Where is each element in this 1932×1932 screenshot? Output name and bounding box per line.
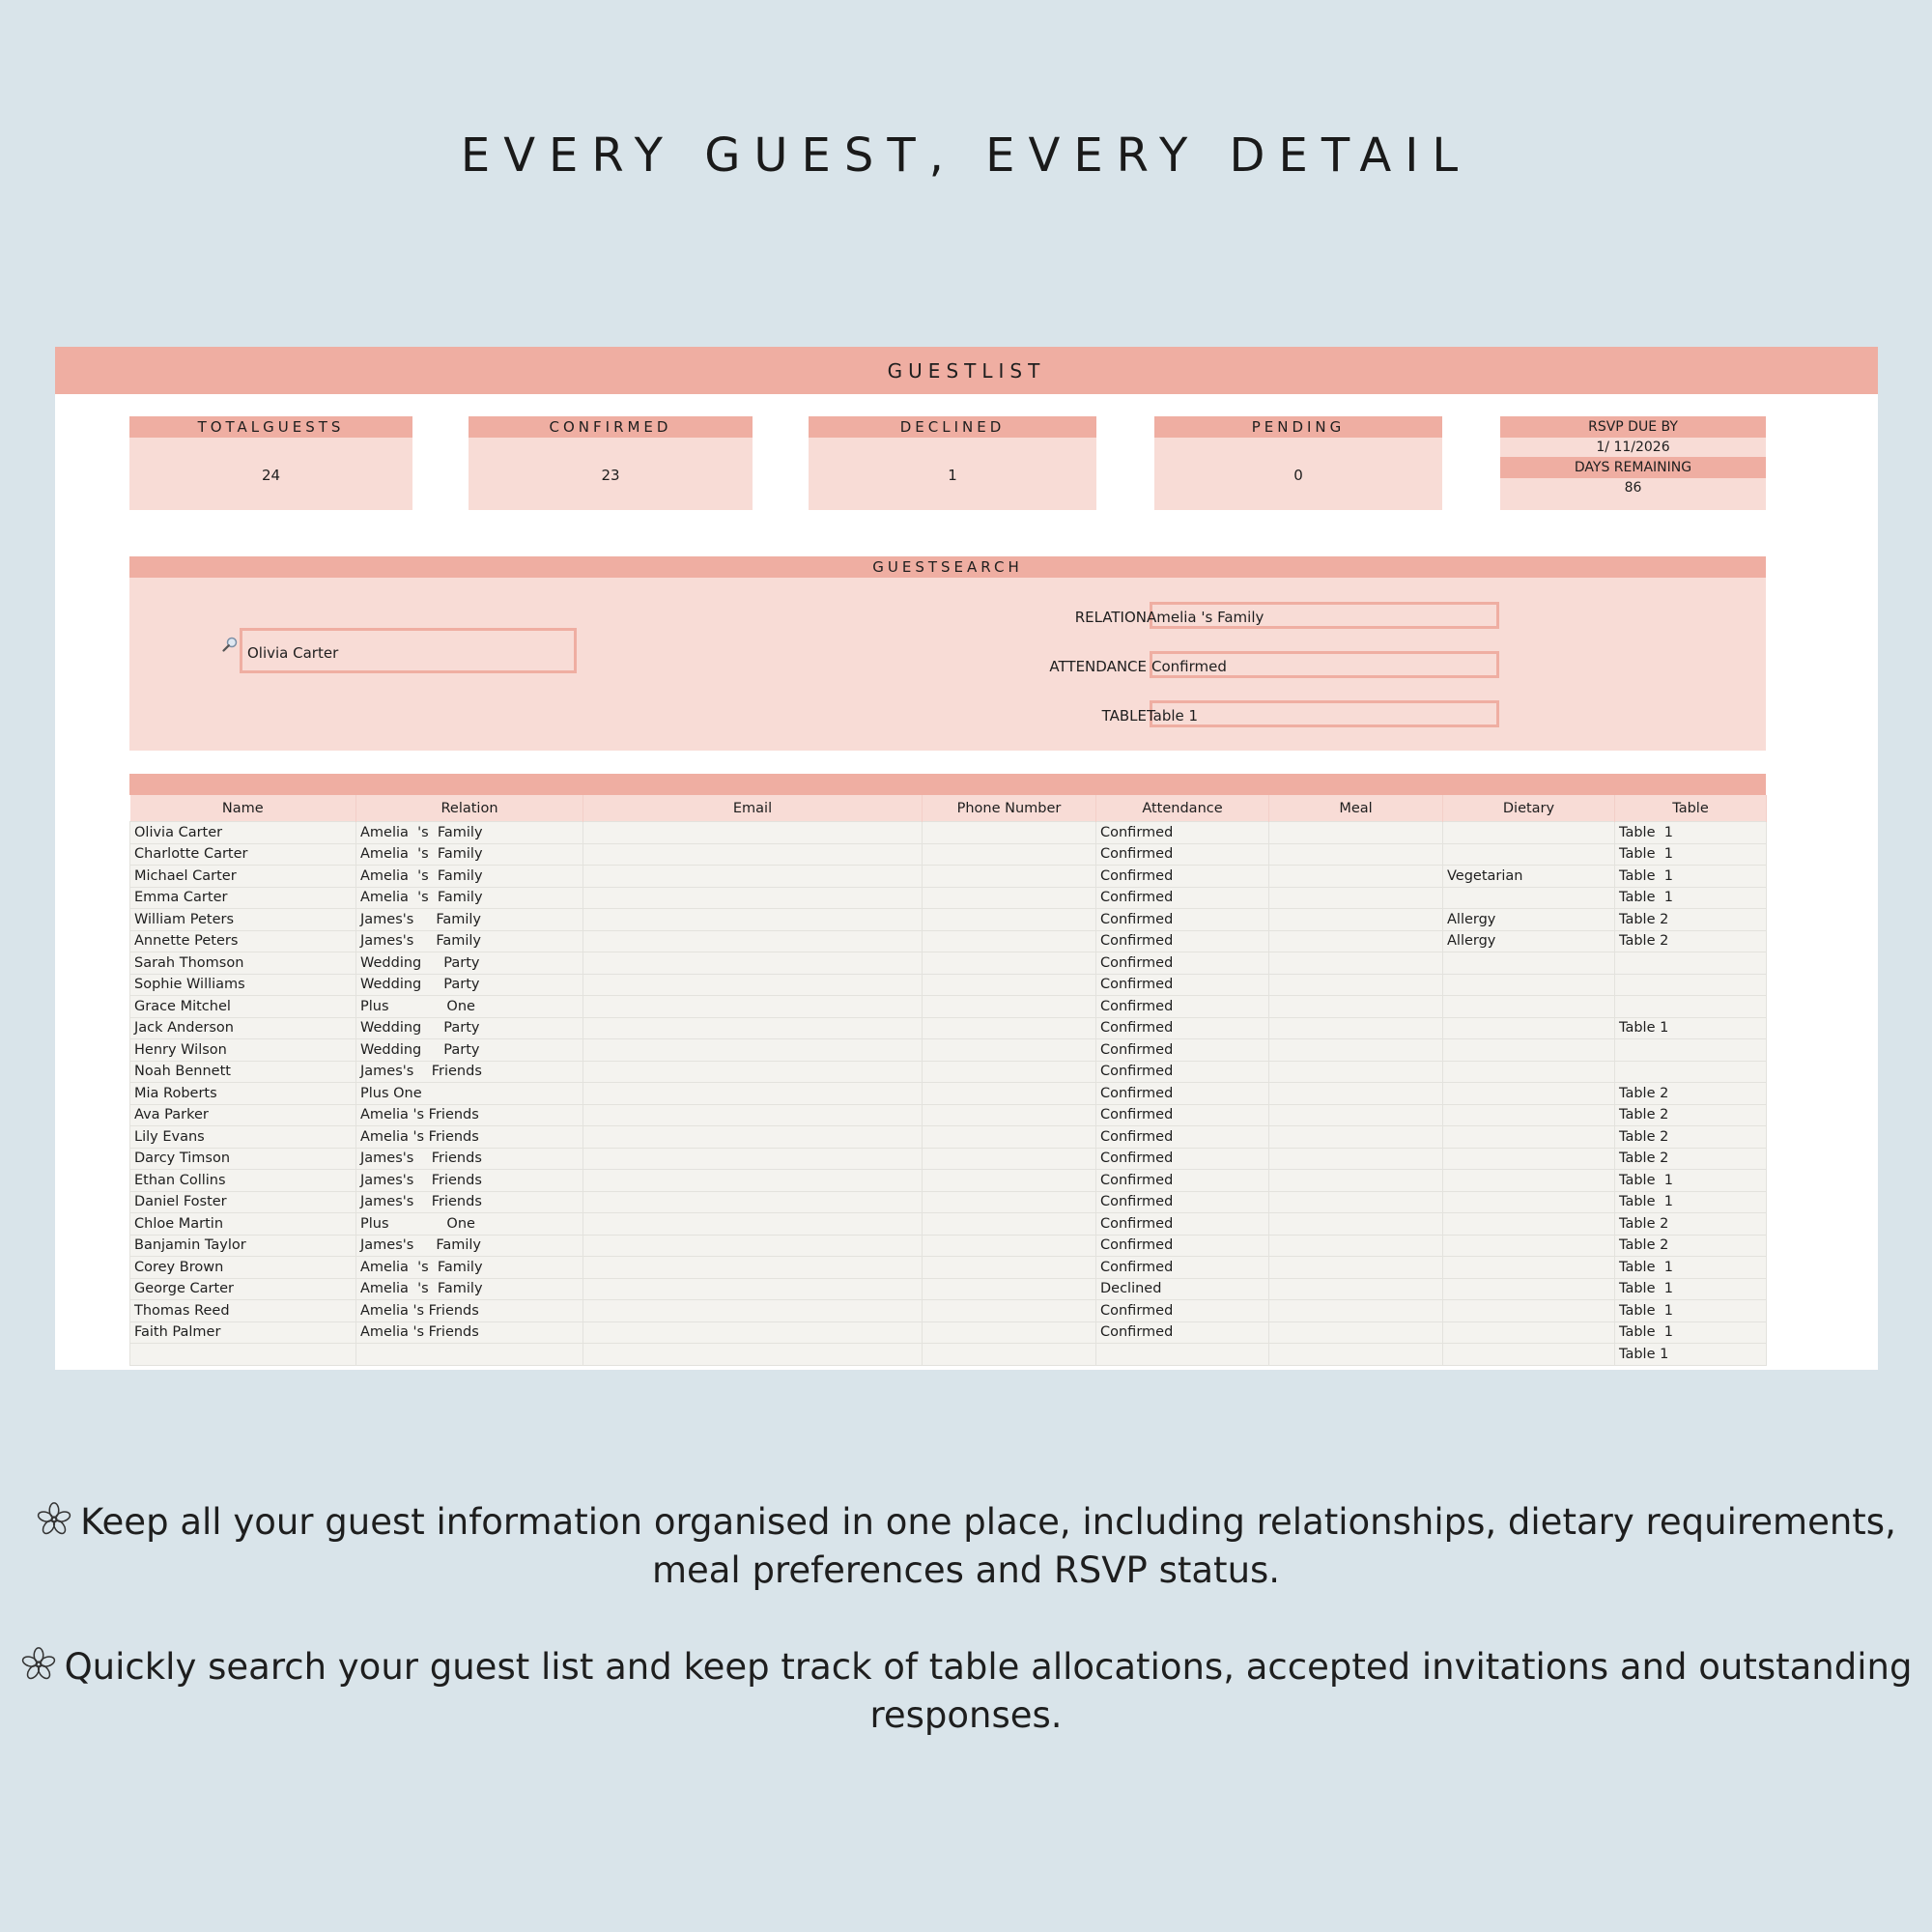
dietary-cell[interactable]	[1443, 1321, 1615, 1344]
phone-cell[interactable]	[923, 1148, 1096, 1170]
attendance-cell[interactable]: Confirmed	[1096, 930, 1269, 952]
footer-text: Keep all your guest information organised in one place, including relationships, dietary requirements, meal preferences and RSVP status.	[80, 1501, 1896, 1591]
email-cell[interactable]	[583, 930, 923, 952]
name-cell[interactable]: Daniel Foster	[130, 1191, 356, 1213]
meal-cell[interactable]	[1269, 1213, 1443, 1236]
table-row	[130, 1191, 1767, 1213]
attendance-cell[interactable]: Confirmed	[1096, 1300, 1269, 1322]
relation-cell[interactable]: Amelia 's Family	[356, 843, 583, 866]
email-cell[interactable]	[583, 909, 923, 931]
table-row	[130, 1321, 1767, 1344]
email-cell[interactable]	[583, 1039, 923, 1062]
phone-cell[interactable]	[923, 996, 1096, 1018]
relation-cell[interactable]: James's Friends	[356, 1148, 583, 1170]
table-cell[interactable]: Table 1	[1615, 1170, 1767, 1192]
dietary-cell[interactable]	[1443, 974, 1615, 996]
page-headline: EVERY GUEST, EVERY DETAIL	[460, 128, 1472, 183]
dietary-cell[interactable]	[1443, 1170, 1615, 1192]
name-cell[interactable]	[130, 1344, 356, 1366]
attendance-cell[interactable]: Confirmed	[1096, 974, 1269, 996]
email-cell[interactable]	[583, 1257, 923, 1279]
dietary-cell[interactable]	[1443, 1017, 1615, 1039]
card-rsvp	[1500, 416, 1766, 510]
table-cell[interactable]: Table 1	[1615, 1321, 1767, 1344]
name-cell[interactable]: Sophie Williams	[130, 974, 356, 996]
meal-cell[interactable]	[1269, 1191, 1443, 1213]
dietary-cell[interactable]	[1443, 822, 1615, 844]
relation-cell[interactable]: James's Friends	[356, 1170, 583, 1192]
relation-cell[interactable]: Plus One	[356, 1213, 583, 1236]
phone-cell[interactable]	[923, 843, 1096, 866]
table-cell[interactable]: Table 1	[1615, 1300, 1767, 1322]
card-confirmed	[469, 416, 753, 510]
table-cell[interactable]: Table 2	[1615, 1083, 1767, 1105]
table-cell[interactable]: Table 1	[1615, 1191, 1767, 1213]
phone-cell[interactable]	[923, 1191, 1096, 1213]
relation-cell[interactable]: Amelia 's Family	[356, 887, 583, 909]
email-cell[interactable]	[583, 1300, 923, 1322]
meal-cell[interactable]	[1269, 822, 1443, 844]
table-label: TABLE	[1101, 707, 1147, 724]
attendance-cell[interactable]	[1096, 1344, 1269, 1366]
search-title: GUESTSEARCH	[129, 556, 1766, 578]
phone-cell[interactable]	[923, 1321, 1096, 1344]
table-row	[130, 909, 1767, 931]
table-cell[interactable]: Table 2	[1615, 1235, 1767, 1257]
guest-search-panel	[129, 556, 1766, 751]
meal-cell[interactable]	[1269, 1148, 1443, 1170]
guestlist-sheet	[55, 347, 1878, 1370]
attendance-label: ATTENDANCE	[1049, 658, 1147, 675]
relation-cell[interactable]: Amelia 's Friends	[356, 1104, 583, 1126]
table-header-bar	[129, 774, 1766, 795]
attendance-value: Confirmed	[1151, 658, 1227, 675]
table-row	[130, 974, 1767, 996]
dietary-cell[interactable]	[1443, 1126, 1615, 1149]
table-row	[130, 1039, 1767, 1062]
dietary-cell[interactable]	[1443, 952, 1615, 975]
email-cell[interactable]	[583, 866, 923, 888]
card-value: 23	[601, 467, 620, 484]
name-cell[interactable]: Annette Peters	[130, 930, 356, 952]
dietary-cell[interactable]	[1443, 1344, 1615, 1366]
dietary-cell[interactable]	[1443, 1300, 1615, 1322]
relation-cell[interactable]: Wedding Party	[356, 952, 583, 975]
table-header-row	[130, 795, 1767, 822]
table-row	[130, 1300, 1767, 1322]
dietary-cell[interactable]: Allergy	[1443, 909, 1615, 931]
email-cell[interactable]	[583, 974, 923, 996]
column-header[interactable]: Table	[1615, 795, 1767, 822]
attendance-cell[interactable]: Confirmed	[1096, 887, 1269, 909]
table-cell[interactable]: Table 2	[1615, 1213, 1767, 1236]
attendance-cell[interactable]: Confirmed	[1096, 1257, 1269, 1279]
relation-cell[interactable]: James's Family	[356, 909, 583, 931]
dietary-cell[interactable]	[1443, 843, 1615, 866]
dietary-cell[interactable]	[1443, 1191, 1615, 1213]
phone-cell[interactable]	[923, 1061, 1096, 1083]
table-cell[interactable]: Table 1	[1615, 1278, 1767, 1300]
card-value: 0	[1293, 467, 1303, 484]
phone-cell[interactable]	[923, 952, 1096, 975]
relation-label: RELATION	[1074, 609, 1147, 626]
attendance-cell[interactable]: Confirmed	[1096, 952, 1269, 975]
table-cell[interactable]: Table 2	[1615, 909, 1767, 931]
dietary-cell[interactable]	[1443, 1257, 1615, 1279]
dietary-cell[interactable]: Vegetarian	[1443, 866, 1615, 888]
table-row	[130, 1083, 1767, 1105]
name-cell[interactable]: Henry Wilson	[130, 1039, 356, 1062]
table-cell[interactable]	[1615, 1061, 1767, 1083]
name-cell[interactable]: Charlotte Carter	[130, 843, 356, 866]
guest-table-wrap	[129, 774, 1766, 1366]
footer-text: Quickly search your guest list and keep track of table allocations, accepted invitations and outstanding responses.	[64, 1646, 1913, 1736]
email-cell[interactable]	[583, 1170, 923, 1192]
meal-cell[interactable]	[1269, 1170, 1443, 1192]
email-cell[interactable]	[583, 1126, 923, 1149]
dietary-cell[interactable]: Allergy	[1443, 930, 1615, 952]
phone-cell[interactable]	[923, 1257, 1096, 1279]
column-header[interactable]: Name	[130, 795, 356, 822]
name-cell[interactable]: Darcy Timson	[130, 1148, 356, 1170]
phone-cell[interactable]	[923, 1083, 1096, 1105]
column-header[interactable]: Email	[583, 795, 923, 822]
table-cell[interactable]: Table 2	[1615, 930, 1767, 952]
email-cell[interactable]	[583, 1061, 923, 1083]
attendance-cell[interactable]: Confirmed	[1096, 866, 1269, 888]
email-cell[interactable]	[583, 1191, 923, 1213]
meal-cell[interactable]	[1269, 887, 1443, 909]
table-row	[130, 1104, 1767, 1126]
rsvp-label: RSVP DUE BY	[1500, 416, 1766, 438]
dietary-cell[interactable]	[1443, 1083, 1615, 1105]
email-cell[interactable]	[583, 1235, 923, 1257]
column-header[interactable]: Meal	[1269, 795, 1443, 822]
card-label: TOTALGUESTS	[129, 416, 412, 438]
attendance-cell[interactable]: Confirmed	[1096, 1170, 1269, 1192]
phone-cell[interactable]	[923, 1300, 1096, 1322]
table-row	[130, 1257, 1767, 1279]
attendance-cell[interactable]: Confirmed	[1096, 822, 1269, 844]
relation-cell[interactable]: James's Family	[356, 930, 583, 952]
phone-cell[interactable]	[923, 1039, 1096, 1062]
card-label: DECLINED	[809, 416, 1096, 438]
guest-table	[129, 795, 1767, 1366]
dietary-cell[interactable]	[1443, 1235, 1615, 1257]
meal-cell[interactable]	[1269, 1321, 1443, 1344]
relation-cell[interactable]: Amelia 's Family	[356, 866, 583, 888]
attendance-cell[interactable]: Declined	[1096, 1278, 1269, 1300]
relation-cell[interactable]: Amelia 's Family	[356, 1257, 583, 1279]
meal-cell[interactable]	[1269, 909, 1443, 931]
phone-cell[interactable]	[923, 909, 1096, 931]
name-cell[interactable]: Faith Palmer	[130, 1321, 356, 1344]
relation-cell[interactable]: James's Friends	[356, 1191, 583, 1213]
name-cell[interactable]: Olivia Carter	[130, 822, 356, 844]
card-label: PENDING	[1154, 416, 1442, 438]
phone-cell[interactable]	[923, 1344, 1096, 1366]
dietary-cell[interactable]	[1443, 887, 1615, 909]
name-cell[interactable]: Michael Carter	[130, 866, 356, 888]
table-cell[interactable]: Table 1	[1615, 1257, 1767, 1279]
meal-cell[interactable]	[1269, 996, 1443, 1018]
relation-cell[interactable]: Amelia 's Friends	[356, 1300, 583, 1322]
table-row	[130, 1170, 1767, 1192]
card-declined	[809, 416, 1096, 510]
relation-cell[interactable]: Amelia 's Friends	[356, 1321, 583, 1344]
card-value: 1	[948, 467, 957, 484]
attendance-cell[interactable]: Confirmed	[1096, 1191, 1269, 1213]
attendance-cell[interactable]: Confirmed	[1096, 996, 1269, 1018]
attendance-cell[interactable]: Confirmed	[1096, 1126, 1269, 1149]
dietary-cell[interactable]	[1443, 1213, 1615, 1236]
magnifier-icon	[222, 637, 238, 652]
email-cell[interactable]	[583, 1083, 923, 1105]
relation-cell[interactable]: Wedding Party	[356, 1017, 583, 1039]
card-value: 24	[261, 467, 281, 484]
footer-line-2	[0, 1643, 1932, 1740]
search-input[interactable]: Olivia Carter	[240, 628, 577, 673]
table-row	[130, 866, 1767, 888]
phone-cell[interactable]	[923, 1235, 1096, 1257]
table-row	[130, 930, 1767, 952]
attendance-cell[interactable]: Confirmed	[1096, 909, 1269, 931]
attendance-cell[interactable]: Confirmed	[1096, 1235, 1269, 1257]
sheet-title: GUESTLIST	[55, 347, 1878, 394]
name-cell[interactable]: Banjamin Taylor	[130, 1235, 356, 1257]
table-row	[130, 996, 1767, 1018]
name-cell[interactable]: Jack Anderson	[130, 1017, 356, 1039]
relation-cell[interactable]: Wedding Party	[356, 1039, 583, 1062]
email-cell[interactable]	[583, 1017, 923, 1039]
email-cell[interactable]	[583, 996, 923, 1018]
name-cell[interactable]: Ethan Collins	[130, 1170, 356, 1192]
meal-cell[interactable]	[1269, 866, 1443, 888]
email-cell[interactable]	[583, 952, 923, 975]
email-cell[interactable]	[583, 822, 923, 844]
relation-cell[interactable]: James's Family	[356, 1235, 583, 1257]
meal-cell[interactable]	[1269, 1235, 1443, 1257]
relation-cell[interactable]: Amelia 's Family	[356, 1278, 583, 1300]
table-cell[interactable]: Table 1	[1615, 887, 1767, 909]
phone-cell[interactable]	[923, 1104, 1096, 1126]
relation-cell[interactable]: Amelia 's Friends	[356, 1126, 583, 1149]
meal-cell[interactable]	[1269, 1344, 1443, 1366]
email-cell[interactable]	[583, 1104, 923, 1126]
name-cell[interactable]: Emma Carter	[130, 887, 356, 909]
relation-value: Amelia 's Family	[1147, 609, 1264, 626]
footer-line-1	[0, 1498, 1932, 1595]
attendance-cell[interactable]: Confirmed	[1096, 1039, 1269, 1062]
table-cell[interactable]	[1615, 1039, 1767, 1062]
table-cell[interactable]: Table 1	[1615, 1344, 1767, 1366]
attendance-cell[interactable]: Confirmed	[1096, 1148, 1269, 1170]
meal-cell[interactable]	[1269, 1126, 1443, 1149]
table-cell[interactable]	[1615, 996, 1767, 1018]
email-cell[interactable]	[583, 1213, 923, 1236]
days-remaining-value: 86	[1624, 480, 1642, 496]
meal-cell[interactable]	[1269, 1083, 1443, 1105]
column-header[interactable]: Phone Number	[923, 795, 1096, 822]
table-cell[interactable]	[1615, 974, 1767, 996]
relation-cell[interactable]: James's Friends	[356, 1061, 583, 1083]
column-header[interactable]: Relation	[356, 795, 583, 822]
table-row	[130, 1061, 1767, 1083]
phone-cell[interactable]	[923, 930, 1096, 952]
name-cell[interactable]: Chloe Martin	[130, 1213, 356, 1236]
email-cell[interactable]	[583, 887, 923, 909]
phone-cell[interactable]	[923, 1213, 1096, 1236]
phone-cell[interactable]	[923, 1126, 1096, 1149]
phone-cell[interactable]	[923, 1278, 1096, 1300]
email-cell[interactable]	[583, 1344, 923, 1366]
relation-cell[interactable]	[356, 1344, 583, 1366]
meal-cell[interactable]	[1269, 1017, 1443, 1039]
meal-cell[interactable]	[1269, 974, 1443, 996]
attendance-cell[interactable]: Confirmed	[1096, 1213, 1269, 1236]
column-header[interactable]: Attendance	[1096, 795, 1269, 822]
card-label: CONFIRMED	[469, 416, 753, 438]
phone-cell[interactable]	[923, 1170, 1096, 1192]
name-cell[interactable]: George Carter	[130, 1278, 356, 1300]
dietary-cell[interactable]	[1443, 1278, 1615, 1300]
meal-cell[interactable]	[1269, 1300, 1443, 1322]
table-cell[interactable]: Table 2	[1615, 1148, 1767, 1170]
table-row	[130, 887, 1767, 909]
phone-cell[interactable]	[923, 1017, 1096, 1039]
rsvp-date: 1/ 11/2026	[1596, 440, 1670, 455]
table-row	[130, 1344, 1767, 1366]
relation-cell[interactable]: Plus One	[356, 1083, 583, 1105]
relation-cell[interactable]: Wedding Party	[356, 974, 583, 996]
name-cell[interactable]: Lily Evans	[130, 1126, 356, 1149]
table-row	[130, 1017, 1767, 1039]
table-cell[interactable]: Table 1	[1615, 822, 1767, 844]
flower-icon	[36, 1501, 72, 1538]
attendance-cell[interactable]: Confirmed	[1096, 1104, 1269, 1126]
meal-cell[interactable]	[1269, 952, 1443, 975]
table-field[interactable]	[1150, 700, 1499, 727]
email-cell[interactable]	[583, 843, 923, 866]
table-cell[interactable]: Table 2	[1615, 1104, 1767, 1126]
table-row	[130, 1213, 1767, 1236]
dietary-cell[interactable]	[1443, 1148, 1615, 1170]
name-cell[interactable]: Corey Brown	[130, 1257, 356, 1279]
meal-cell[interactable]	[1269, 1039, 1443, 1062]
name-cell[interactable]: Mia Roberts	[130, 1083, 356, 1105]
email-cell[interactable]	[583, 1148, 923, 1170]
email-cell[interactable]	[583, 1278, 923, 1300]
table-row	[130, 822, 1767, 844]
name-cell[interactable]: Thomas Reed	[130, 1300, 356, 1322]
dietary-cell[interactable]	[1443, 996, 1615, 1018]
name-cell[interactable]: Ava Parker	[130, 1104, 356, 1126]
flower-icon	[20, 1646, 57, 1683]
name-cell[interactable]: William Peters	[130, 909, 356, 931]
table-row	[130, 1278, 1767, 1300]
attendance-cell[interactable]: Confirmed	[1096, 1061, 1269, 1083]
card-pending	[1154, 416, 1442, 510]
attendance-cell[interactable]: Confirmed	[1096, 843, 1269, 866]
name-cell[interactable]: Sarah Thomson	[130, 952, 356, 975]
attendance-cell[interactable]: Confirmed	[1096, 1321, 1269, 1344]
phone-cell[interactable]	[923, 887, 1096, 909]
relation-cell[interactable]: Plus One	[356, 996, 583, 1018]
dietary-cell[interactable]	[1443, 1104, 1615, 1126]
phone-cell[interactable]	[923, 866, 1096, 888]
meal-cell[interactable]	[1269, 1104, 1443, 1126]
phone-cell[interactable]	[923, 974, 1096, 996]
attendance-cell[interactable]: Confirmed	[1096, 1017, 1269, 1039]
meal-cell[interactable]	[1269, 1061, 1443, 1083]
table-cell[interactable]: Table 2	[1615, 1126, 1767, 1149]
table-cell[interactable]	[1615, 952, 1767, 975]
table-row	[130, 1148, 1767, 1170]
meal-cell[interactable]	[1269, 843, 1443, 866]
table-value: Table 1	[1147, 707, 1199, 724]
table-row	[130, 952, 1767, 975]
dietary-cell[interactable]	[1443, 1061, 1615, 1083]
phone-cell[interactable]	[923, 822, 1096, 844]
email-cell[interactable]	[583, 1321, 923, 1344]
table-cell[interactable]: Table 1	[1615, 866, 1767, 888]
meal-cell[interactable]	[1269, 930, 1443, 952]
meal-cell[interactable]	[1269, 1278, 1443, 1300]
guest-table-body	[130, 822, 1767, 1366]
table-row	[130, 1126, 1767, 1149]
column-header[interactable]: Dietary	[1443, 795, 1615, 822]
table-row	[130, 843, 1767, 866]
meal-cell[interactable]	[1269, 1257, 1443, 1279]
attendance-cell[interactable]: Confirmed	[1096, 1083, 1269, 1105]
name-cell[interactable]: Noah Bennett	[130, 1061, 356, 1083]
table-row	[130, 1235, 1767, 1257]
table-cell[interactable]: Table 1	[1615, 843, 1767, 866]
name-cell[interactable]: Grace Mitchel	[130, 996, 356, 1018]
table-cell[interactable]: Table 1	[1615, 1017, 1767, 1039]
days-remaining-label: DAYS REMAINING	[1500, 457, 1766, 478]
dietary-cell[interactable]	[1443, 1039, 1615, 1062]
card-total-guests	[129, 416, 412, 510]
relation-cell[interactable]: Amelia 's Family	[356, 822, 583, 844]
